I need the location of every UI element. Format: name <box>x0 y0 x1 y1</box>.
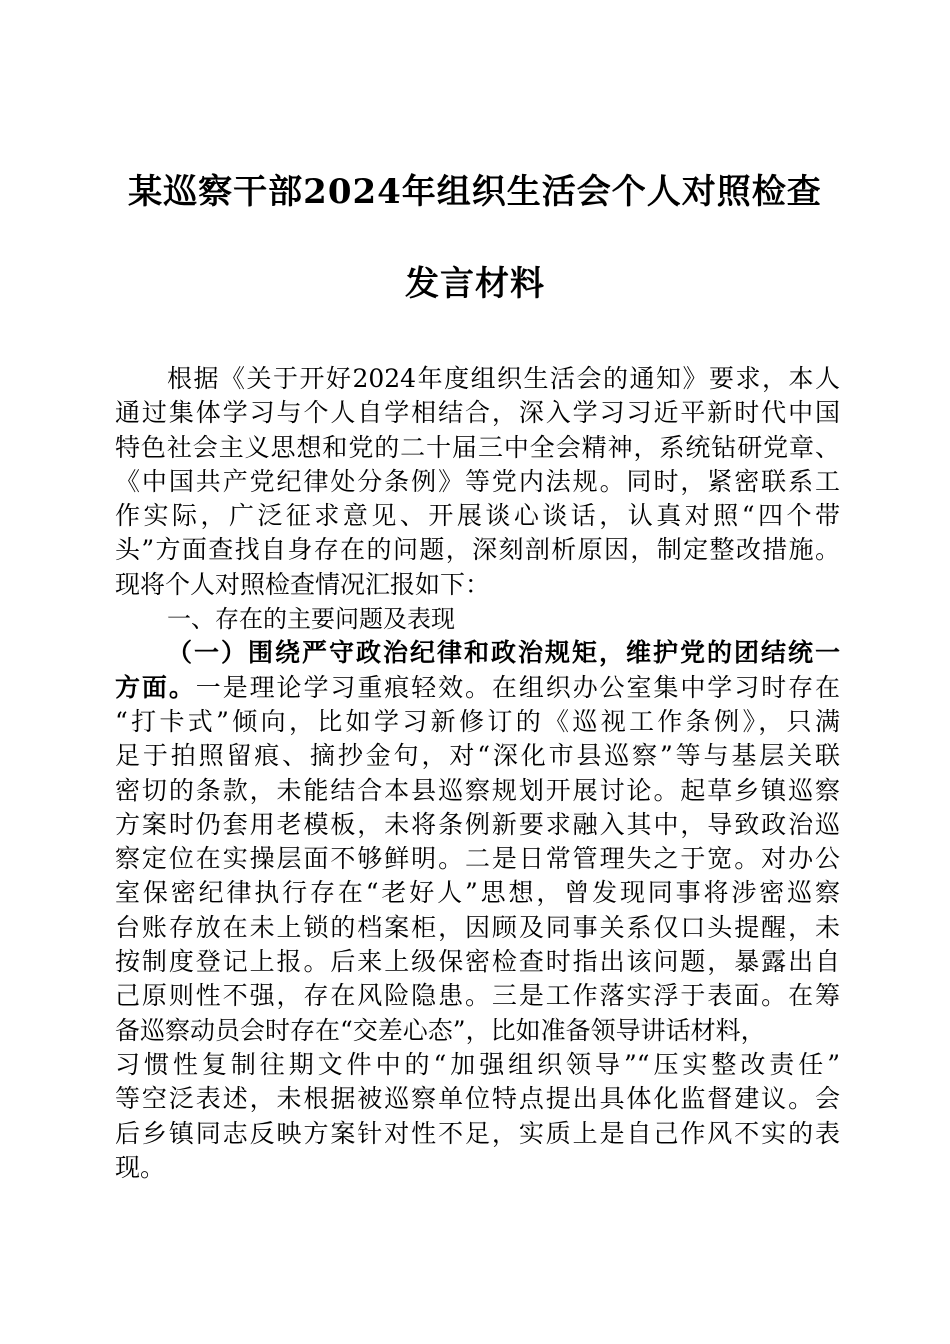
paragraph-line: 现。 <box>115 1152 166 1182</box>
paragraph-line: 作实际，广泛征求意见、开展谈心谈话，认真对照“四个带 <box>115 501 840 531</box>
document-body <box>115 362 840 1185</box>
paragraph-line: 特色社会主义思想和党的二十届三中全会精神，系统钻研党章、 <box>115 432 840 462</box>
subsection-heading-cont: 方面。 <box>115 672 196 702</box>
paragraph-line: 备巡察动员会时存在“交差心态”，比如准备领导讲话材料， <box>115 1015 766 1045</box>
paragraph-line: 根据《关于开好2024年度组织生活会的通知》要求，本人 <box>167 364 840 393</box>
subsection-heading: （一）围绕严守政治纪律和政治规矩，维护党的团结统一 <box>167 638 840 668</box>
section-heading: 一、存在的主要问题及表现 <box>167 605 455 634</box>
paragraph-line: 后乡镇同志反映方案针对性不足，实质上是自己作风不实的表 <box>115 1118 840 1148</box>
paragraph-line: 《中国共产党纪律处分条例》等党内法规。同时，紧密联系工 <box>115 466 840 496</box>
document-title-line1: 某巡察干部2024年组织生活会个人对照检查 <box>128 172 822 212</box>
paragraph-line: 习惯性复制往期文件中的“加强组织领导”“压实整改责任” <box>115 1049 840 1079</box>
paragraph-line: 己原则性不强，存在风险隐患。三是工作落实浮于表面。在筹 <box>115 981 840 1011</box>
paragraph-line: 台账存放在未上锁的档案柜，因顾及同事关系仅口头提醒，未 <box>115 912 840 942</box>
paragraph-line: 现将个人对照检查情况汇报如下： <box>115 569 491 599</box>
paragraph-line: 头”方面查找自身存在的问题，深刻剖析原因，制定整改措施。 <box>115 535 840 565</box>
paragraph-text: 一是理论学习重痕轻效。在组织办公室集中学习时存在 <box>195 672 840 702</box>
document-title-line2: 发言材料 <box>405 264 545 304</box>
paragraph-line <box>115 671 840 705</box>
paragraph-line: 方案时仍套用老模板，未将条例新要求融入其中，导致政治巡 <box>115 809 840 839</box>
paragraph-line: 等空泛表述，未根据被巡察单位特点提出具体化监督建议。会 <box>115 1084 840 1114</box>
paragraph-line: 密切的条款，未能结合本县巡察规划开展讨论。起草乡镇巡察 <box>115 775 840 805</box>
paragraph-line: 室保密纪律执行存在“老好人”思想，曾发现同事将涉密巡察 <box>115 878 840 908</box>
paragraph-line: 按制度登记上报。后来上级保密检查时指出该问题，暴露出自 <box>115 947 840 977</box>
paragraph-line: 通过集体学习与个人自学相结合，深入学习习近平新时代中国 <box>115 398 840 428</box>
paragraph-line: “打卡式”倾向，比如学习新修订的《巡视工作条例》，只满 <box>115 706 840 736</box>
paragraph-line: 察定位在实操层面不够鲜明。二是日常管理失之于宽。对办公 <box>115 844 840 874</box>
paragraph-line: 足于拍照留痕、摘抄金句，对“深化市县巡察”等与基层关联 <box>115 741 840 771</box>
